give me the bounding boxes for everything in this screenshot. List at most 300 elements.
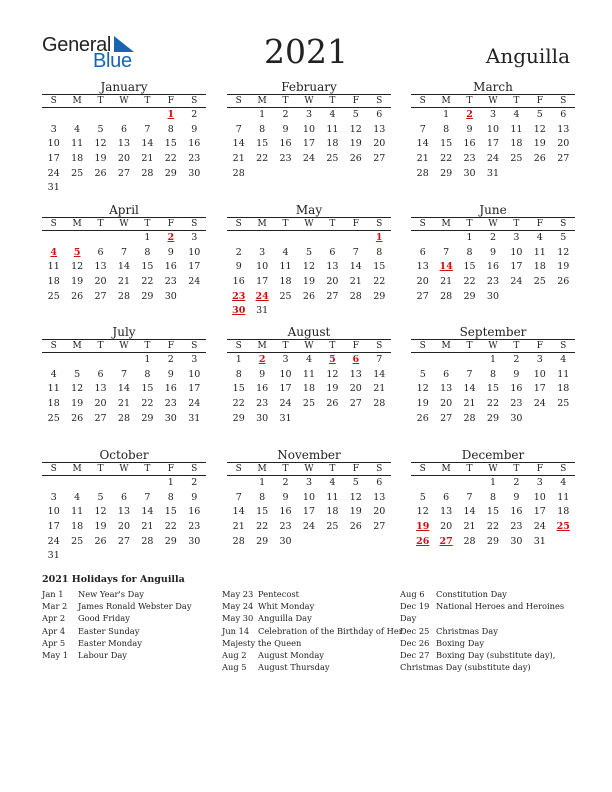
day-cell: 8: [466, 246, 473, 258]
day-cell: 9: [282, 491, 289, 503]
weekday-label: M: [257, 96, 267, 106]
holiday-name: National Heroes and Heroines: [436, 601, 565, 612]
day-cell: 13: [440, 506, 453, 518]
day-cell: 17: [47, 521, 60, 533]
day-cell: 14: [463, 506, 476, 518]
day-cell: [112, 353, 135, 368]
day-cell: 7: [235, 123, 242, 135]
day-cell: 2: [191, 109, 198, 120]
day-cell: [411, 231, 434, 246]
holiday-day: 2: [167, 232, 175, 243]
day-cell: [183, 549, 206, 564]
weekday-label: W: [304, 464, 314, 474]
day-cell: 17: [510, 261, 523, 273]
day-cell: 31: [47, 550, 60, 562]
weekday-label: S: [419, 219, 426, 229]
month-june: [411, 203, 575, 304]
holiday-name: Christmas Day: [436, 625, 498, 636]
holiday-day: 4: [50, 246, 58, 258]
month-name: February: [281, 80, 337, 94]
holiday-date: Jun 14: [222, 625, 250, 636]
day-cell: 15: [141, 261, 154, 273]
day-cell: 18: [557, 383, 570, 395]
week-row: [227, 491, 391, 506]
week-row: [227, 231, 391, 246]
day-cell: 20: [557, 138, 570, 150]
day-cell: 7: [144, 491, 151, 503]
day-cell: 11: [71, 138, 84, 150]
day-cell: 23: [279, 153, 292, 165]
weekday-label: S: [419, 341, 426, 351]
day-cell: [411, 108, 434, 123]
weekday-label: T: [329, 341, 336, 351]
day-cell: 5: [305, 246, 312, 258]
day-cell: 16: [486, 261, 500, 273]
day-cell: 3: [191, 232, 198, 243]
holiday-name: Anguilla Day: [258, 613, 312, 624]
day-cell: 18: [533, 261, 546, 273]
day-cell: 29: [463, 290, 476, 302]
weekday-label: T: [282, 96, 289, 106]
day-cell: 31: [486, 167, 500, 179]
day-cell: 7: [419, 123, 426, 135]
week-row: [411, 476, 575, 491]
day-cell: 3: [259, 246, 266, 258]
week-row: [411, 368, 575, 383]
holiday-item: [400, 649, 564, 661]
day-cell: 24: [188, 398, 201, 410]
day-cell: [368, 167, 391, 182]
week-row: [42, 290, 206, 305]
day-cell: [65, 476, 88, 491]
week-row: [227, 167, 391, 182]
day-cell: 30: [463, 167, 476, 179]
weekday-label: S: [191, 341, 198, 351]
weekday-label: S: [50, 341, 57, 351]
day-cell: 1: [259, 109, 266, 120]
day-cell: 6: [560, 109, 567, 120]
day-cell: 29: [486, 535, 500, 547]
day-cell: 3: [191, 354, 198, 365]
holiday-day: 24: [255, 290, 269, 302]
day-cell: [321, 304, 344, 319]
week-row: [227, 290, 391, 305]
day-cell: 20: [117, 153, 131, 165]
day-cell: 11: [71, 506, 84, 518]
month-name: November: [277, 448, 341, 462]
day-cell: 16: [510, 506, 523, 518]
day-cell: [89, 181, 112, 196]
day-cell: 29: [256, 535, 269, 547]
day-cell: [42, 476, 65, 491]
brand-blue-text: Blue: [93, 50, 132, 72]
day-cell: [112, 108, 135, 123]
weekday-header: [42, 218, 206, 231]
day-cell: 6: [443, 368, 450, 380]
holiday-day: 25: [556, 521, 570, 533]
week-row: [227, 137, 391, 152]
day-cell: 24: [188, 276, 201, 288]
day-cell: 28: [117, 290, 131, 302]
week-row: [227, 353, 391, 368]
weekday-label: S: [376, 464, 383, 474]
week-row: [227, 505, 391, 520]
week-row: [42, 549, 206, 564]
day-cell: 12: [557, 246, 570, 258]
day-cell: 13: [94, 261, 107, 273]
day-cell: 9: [513, 368, 520, 380]
day-cell: 28: [141, 535, 154, 547]
day-cell: 10: [533, 368, 546, 380]
month-january: [42, 80, 206, 196]
day-cell: 12: [326, 368, 339, 380]
day-cell: 28: [141, 167, 154, 179]
weekday-label: T: [466, 96, 473, 106]
day-cell: [528, 412, 551, 427]
day-cell: 2: [282, 477, 289, 488]
weekday-label: M: [72, 219, 82, 229]
week-row: [411, 290, 575, 305]
week-row: [227, 275, 391, 290]
day-cell: 15: [463, 261, 476, 273]
day-cell: 9: [167, 368, 174, 380]
weekday-label: W: [119, 219, 129, 229]
day-cell: 25: [326, 521, 339, 533]
weekday-label: W: [119, 341, 129, 351]
day-cell: 17: [533, 383, 546, 395]
day-cell: 27: [94, 290, 107, 302]
day-cell: [89, 353, 112, 368]
day-cell: [112, 181, 135, 196]
day-cell: 27: [117, 167, 131, 179]
weekday-label: W: [304, 96, 314, 106]
week-row: [42, 382, 206, 397]
day-cell: 3: [50, 123, 57, 135]
day-cell: 8: [376, 246, 383, 258]
day-cell: 26: [302, 290, 316, 302]
weekday-label: S: [50, 96, 57, 106]
day-cell: 21: [463, 521, 476, 533]
day-cell: 5: [97, 491, 104, 503]
day-cell: [368, 304, 391, 319]
holiday-date: May 23: [222, 589, 254, 599]
day-cell: 17: [279, 383, 292, 395]
holiday-date: Aug 6: [400, 589, 425, 599]
day-cell: 24: [302, 521, 316, 533]
day-cell: 9: [259, 368, 266, 380]
day-cell: [505, 167, 528, 182]
day-cell: 19: [557, 261, 570, 273]
day-cell: 28: [232, 167, 245, 179]
month-july: [42, 325, 206, 426]
day-cell: 21: [349, 276, 362, 288]
day-cell: 23: [510, 398, 523, 410]
holiday-date: Dec 19: [400, 601, 430, 612]
day-cell: 17: [256, 276, 269, 288]
day-cell: 19: [71, 276, 84, 288]
holiday-column: [222, 588, 403, 673]
day-cell: 22: [256, 521, 269, 533]
brand-general-text: General: [42, 34, 112, 56]
holiday-item: [42, 612, 192, 624]
day-cell: 17: [302, 138, 316, 150]
weekday-header: [411, 340, 575, 353]
day-cell: 9: [191, 123, 198, 135]
day-cell: 21: [141, 153, 154, 165]
day-cell: 1: [144, 354, 151, 365]
holiday-day: 2: [466, 109, 473, 120]
day-cell: 25: [47, 290, 60, 302]
weekday-label: S: [419, 464, 426, 474]
weekday-label: W: [119, 96, 129, 106]
day-cell: 26: [326, 398, 339, 410]
day-cell: 7: [466, 368, 473, 380]
week-row: [227, 108, 391, 123]
day-cell: [42, 353, 65, 368]
day-cell: 19: [71, 398, 84, 410]
day-cell: 1: [466, 232, 473, 243]
day-cell: 22: [141, 398, 154, 410]
day-cell: 31: [256, 305, 269, 317]
month-name: March: [473, 80, 513, 94]
day-cell: 11: [533, 246, 546, 258]
day-cell: [552, 412, 575, 427]
day-cell: 31: [533, 535, 546, 547]
day-cell: 18: [326, 506, 339, 518]
week-row: [411, 520, 575, 535]
holiday-name: Labour Day: [78, 650, 127, 661]
week-row: [411, 412, 575, 427]
day-cell: 2: [513, 354, 520, 365]
weekday-label: F: [536, 219, 543, 229]
day-cell: 9: [235, 261, 242, 273]
day-cell: [434, 353, 457, 368]
day-cell: 17: [188, 261, 201, 273]
holiday-name: Constitution Day: [436, 589, 507, 599]
day-cell: 4: [74, 491, 81, 503]
weekday-label: T: [97, 341, 104, 351]
day-cell: [368, 535, 391, 550]
day-cell: 21: [232, 153, 245, 165]
month-name: August: [287, 325, 331, 339]
day-cell: 4: [74, 123, 81, 135]
day-cell: 4: [50, 368, 57, 380]
day-cell: [321, 231, 344, 246]
holiday-name: Boxing Day: [436, 637, 485, 648]
day-cell: 8: [167, 491, 174, 503]
day-cell: 21: [373, 383, 386, 395]
day-cell: 19: [326, 383, 339, 395]
day-cell: 3: [282, 354, 289, 365]
day-cell: [528, 290, 551, 305]
day-cell: 22: [463, 276, 476, 288]
day-cell: 26: [94, 535, 107, 547]
holiday-name: Christmas Day (substitute day): [400, 662, 531, 673]
weekday-header: [42, 95, 206, 108]
weekday-header: [227, 95, 391, 108]
weekday-label: F: [167, 341, 174, 351]
day-cell: 15: [486, 506, 500, 518]
country-name: Anguilla: [485, 44, 570, 68]
week-row: [227, 246, 391, 261]
day-cell: 24: [47, 535, 60, 547]
week-row: [42, 181, 206, 196]
day-cell: 14: [117, 383, 131, 395]
weekday-label: F: [167, 96, 174, 106]
day-cell: 11: [557, 491, 570, 503]
day-cell: 29: [440, 167, 453, 179]
day-cell: [136, 181, 159, 196]
day-cell: 5: [560, 232, 567, 243]
day-cell: 27: [326, 290, 339, 302]
week-row: [411, 505, 575, 520]
day-cell: [297, 231, 320, 246]
day-cell: 13: [349, 368, 362, 380]
weekday-label: T: [282, 219, 289, 229]
day-cell: 23: [256, 398, 269, 410]
weekday-label: T: [329, 96, 336, 106]
day-cell: 12: [94, 506, 107, 518]
day-cell: 13: [373, 491, 386, 503]
weekday-label: T: [97, 96, 104, 106]
day-cell: [136, 476, 159, 491]
day-cell: 7: [352, 246, 359, 258]
weekday-label: T: [513, 464, 520, 474]
week-row: [42, 246, 206, 261]
holiday-name: August Thursday: [258, 662, 330, 673]
day-cell: 21: [440, 276, 453, 288]
day-cell: [42, 108, 65, 123]
day-cell: [183, 181, 206, 196]
day-cell: 13: [117, 138, 131, 150]
day-cell: 10: [47, 506, 60, 518]
month-october: [42, 448, 206, 564]
weekday-label: M: [441, 96, 451, 106]
week-row: [411, 152, 575, 167]
day-cell: 2: [191, 477, 198, 488]
day-cell: 24: [302, 153, 316, 165]
day-cell: [321, 412, 344, 427]
day-cell: 6: [376, 109, 383, 120]
week-row: [411, 491, 575, 506]
holiday-name: Easter Monday: [78, 637, 142, 648]
weekday-header: [227, 218, 391, 231]
day-cell: 8: [144, 246, 151, 258]
holiday-item: [42, 600, 192, 612]
week-row: [42, 520, 206, 535]
weekday-label: W: [488, 219, 498, 229]
day-cell: 6: [97, 246, 104, 258]
page-title-year: 2021: [264, 32, 348, 71]
day-cell: 8: [144, 368, 151, 380]
holiday-column: [42, 588, 192, 661]
weekday-label: S: [376, 341, 383, 351]
day-cell: 19: [416, 398, 429, 410]
day-cell: [458, 476, 481, 491]
weekday-header: [411, 95, 575, 108]
day-cell: 27: [373, 521, 386, 533]
weekday-header: [42, 340, 206, 353]
day-cell: 5: [419, 491, 426, 503]
day-cell: 10: [188, 368, 201, 380]
weekday-label: W: [304, 341, 314, 351]
day-cell: 4: [329, 109, 336, 120]
day-cell: 15: [256, 506, 269, 518]
day-cell: 12: [302, 261, 316, 273]
day-cell: [321, 167, 344, 182]
day-cell: 16: [164, 261, 177, 273]
day-cell: 7: [144, 123, 151, 135]
day-cell: 27: [557, 153, 570, 165]
day-cell: 19: [349, 138, 362, 150]
day-cell: [89, 549, 112, 564]
day-cell: 8: [259, 491, 266, 503]
day-cell: [528, 167, 551, 182]
day-cell: 18: [326, 138, 339, 150]
week-row: [227, 476, 391, 491]
holiday-item: [222, 649, 403, 661]
holiday-name: Boxing Day (substitute day),: [436, 650, 556, 661]
weekday-label: T: [144, 96, 151, 106]
week-row: [42, 397, 206, 412]
day-cell: 28: [463, 535, 476, 547]
weekday-label: S: [560, 464, 567, 474]
day-cell: 5: [536, 109, 543, 120]
day-cell: 16: [279, 138, 292, 150]
week-row: [227, 535, 391, 550]
day-cell: 22: [486, 521, 500, 533]
weekday-label: T: [466, 341, 473, 351]
day-cell: 20: [416, 276, 429, 288]
day-cell: 9: [466, 123, 473, 135]
day-cell: 30: [279, 535, 292, 547]
day-cell: 18: [510, 138, 523, 150]
weekday-label: W: [304, 219, 314, 229]
day-cell: 12: [349, 491, 362, 503]
day-cell: 16: [256, 383, 269, 395]
week-row: [42, 167, 206, 182]
week-row: [411, 137, 575, 152]
day-cell: [552, 290, 575, 305]
day-cell: 28: [117, 412, 131, 424]
holiday-date: Dec 27: [400, 650, 430, 661]
day-cell: 10: [47, 138, 60, 150]
day-cell: 6: [329, 246, 336, 258]
weekday-label: S: [376, 219, 383, 229]
day-cell: 24: [47, 167, 60, 179]
day-cell: [297, 167, 320, 182]
holiday-name: August Monday: [258, 650, 324, 661]
weekday-label: S: [560, 219, 567, 229]
weekday-label: F: [167, 464, 174, 474]
holiday-day: 1: [167, 109, 175, 120]
weekday-label: T: [282, 341, 289, 351]
day-cell: 11: [510, 123, 523, 135]
day-cell: [89, 231, 112, 246]
holiday-date: Apr 2: [42, 613, 66, 624]
day-cell: 31: [188, 412, 201, 424]
week-row: [42, 353, 206, 368]
day-cell: 1: [489, 354, 496, 365]
weekday-label: M: [257, 464, 267, 474]
month-august: [227, 325, 391, 426]
day-cell: [227, 231, 250, 246]
day-cell: 5: [419, 368, 426, 380]
day-cell: 19: [302, 276, 316, 288]
weekday-label: W: [488, 341, 498, 351]
day-cell: 17: [486, 138, 500, 150]
day-cell: [434, 231, 457, 246]
